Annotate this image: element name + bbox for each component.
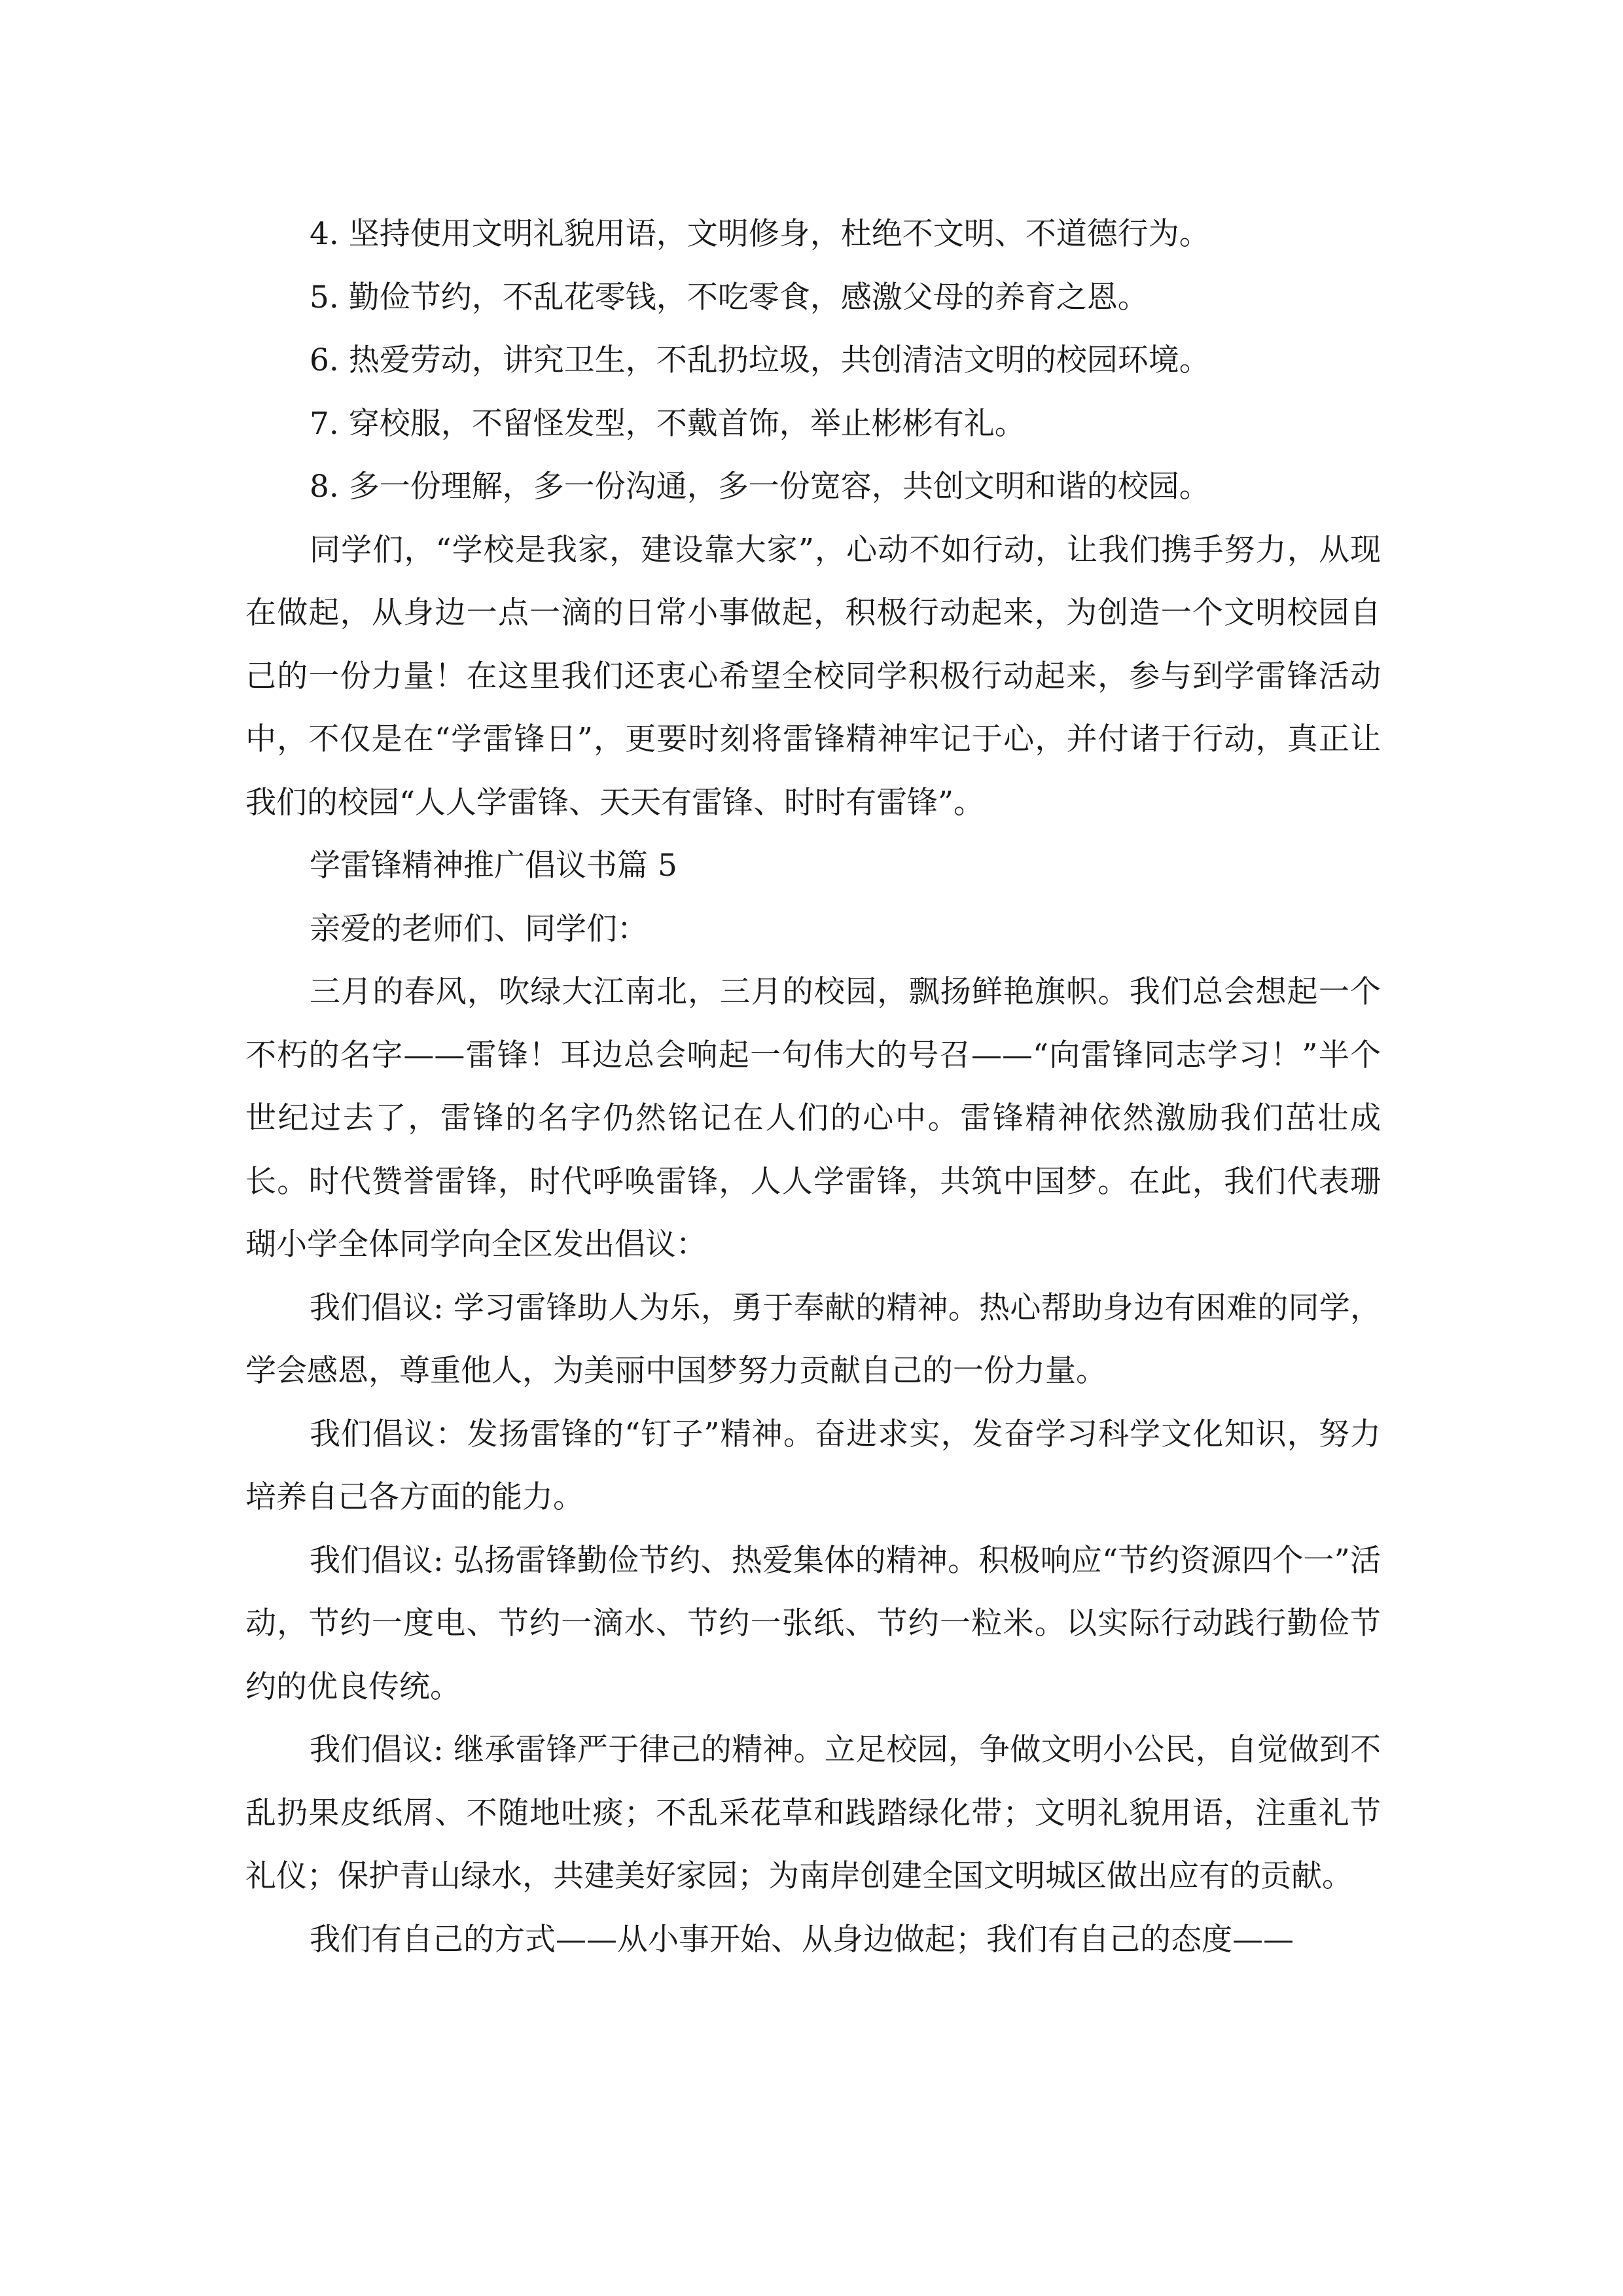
rule-item-5: 5. 勤俭节约，不乱花零钱，不吃零食，感激父母的养育之恩。: [310, 279, 1149, 315]
proposal-paragraph: 我们倡议: 弘扬雷锋勤俭节约、热爱集体的精神。积极响应“节约资源四个一”活动，节约一度电、节约一滴水、节约一张纸、节约一粒米。以实际行动践行勤俭节约的优良传统。: [245, 1542, 1381, 1705]
proposal-paragraph: 我们倡议: 继承雷锋严于律己的精神。立足校园，争做文明小公民，自觉做到不乱扔果皮纸屑、不随地吐痰；不乱采花草和践踏绿化带；文明礼貌用语，注重礼节礼仪；保护青山绿水，共建美好家园；为南岸创建全国文明城区做出应有的贡献。: [245, 1732, 1381, 1894]
rule-item-7: 7. 穿校服，不留怪发型，不戴首饰，举止彬彬有礼。: [310, 405, 1026, 442]
section-heading: 学雷锋精神推广倡议书篇 5: [310, 848, 677, 884]
intro-paragraph: 三月的春风，吹绿大江南北，三月的校园，飘扬鲜艳旗帜。我们总会想起一个不朽的名字——雷锋！耳边总会响起一句伟大的号召——“向雷锋同志学习！”半个世纪过去了，雷锋的名字仍然铭记在人们的心中。雷锋精神依然激励我们茁壮成长。时代赞誉雷锋，时代呼唤雷锋，人人学雷锋，共筑中国梦。在此，我们代表珊瑚小学全体同学向全区发出倡议：: [245, 974, 1381, 1263]
closing-paragraph: 同学们，“学校是我家，建设靠大家”，心动不如行动，让我们携手努力，从现在做起，从身边一点一滴的日常小事做起，积极行动起来，为创造一个文明校园自己的一份力量！在这里我们还衷心希望全校同学积极行动起来，参与到学雷锋活动中，不仅是在“学雷锋日”，更要时刻将雷锋精神牢记于心，并付诸于行动，真正让我们的校园“人人学雷锋、天天有雷锋、时时有雷锋”。: [245, 531, 1381, 821]
proposal-paragraph: 我们倡议: 学习雷锋助人为乐，勇于奉献的精神。热心帮助身边有困难的同学，学会感恩，尊重他人，为美丽中国梦努力贡献自己的一份力量。: [245, 1289, 1381, 1389]
document-body: [245, 203, 1381, 1971]
salutation: 亲爱的老师们、同学们：: [310, 910, 648, 947]
proposal-paragraph: 我们倡议：发扬雷锋的“钉子”精神。奋进求实，发奋学习科学文化知识，努力培养自己各方面的能力。: [245, 1416, 1381, 1515]
body-paragraph: 我们有自己的方式——从小事开始、从身边做起；我们有自己的态度——: [310, 1921, 1294, 1958]
rule-item-4: 4. 坚持使用文明礼貌用语，文明修身，杜绝不文明、不道德行为。: [310, 216, 1210, 252]
rule-item-8: 8. 多一份理解，多一份沟通，多一份宽容，共创文明和谐的校园。: [310, 469, 1210, 505]
rule-item-6: 6. 热爱劳动，讲究卫生，不乱扔垃圾，共创清洁文明的校园环境。: [310, 342, 1210, 378]
